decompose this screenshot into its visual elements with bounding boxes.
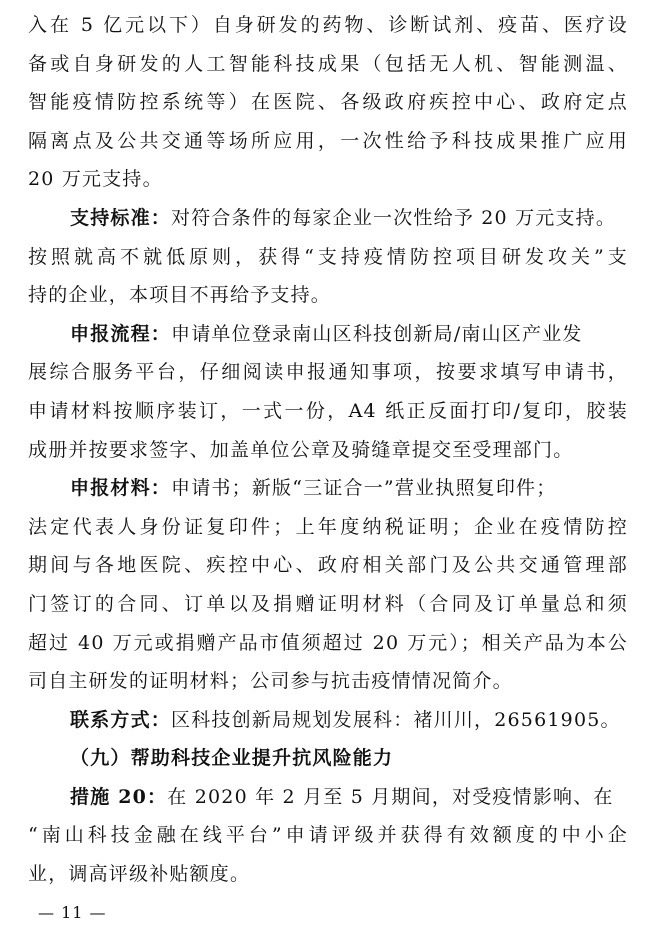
paragraph-line: 隔离点及公共交通等场所应用，一次性给予科技成果推广应用 bbox=[28, 129, 628, 152]
paragraph-line: 按照就高不就低原则，获得“支持疫情防控项目研发攻关”支 bbox=[28, 245, 628, 268]
paragraph-line: 超过 40 万元或捐赠产品市值须超过 20 万元）；相关产品为本公 bbox=[28, 631, 628, 654]
contact-line bbox=[28, 701, 628, 740]
document-body bbox=[28, 6, 628, 894]
application-materials-label: 申报材料： bbox=[70, 477, 172, 500]
paragraph-line: 成册并按要求签字、加盖单位公章及骑缝章提交至受理部门。 bbox=[28, 438, 574, 461]
application-process-line bbox=[28, 315, 628, 354]
paragraph-line: 门签订的合同、订单以及捐赠证明材料（合同及订单量总和须 bbox=[28, 592, 628, 615]
application-process-label: 申报流程： bbox=[70, 322, 172, 345]
paragraph-line: 智能疫情防控系统等）在医院、各级政府疾控中心、政府定点 bbox=[28, 91, 628, 114]
measure-20-label: 措施 20： bbox=[70, 785, 168, 808]
support-standard-label: 支持标准： bbox=[70, 206, 172, 229]
paragraph-line: “南山科技金融在线平台”申请评级并获得有效额度的中小企 bbox=[28, 824, 628, 847]
support-standard-text: 对符合条件的每家企业一次性给予 20 万元支持。 bbox=[171, 206, 617, 229]
paragraph-line: 申请材料按顺序装订，一式一份，A4 纸正反面打印/复印，胶装 bbox=[28, 399, 628, 422]
paragraph-line: 司自主研发的证明材料；公司参与抗击疫情情况简介。 bbox=[28, 670, 513, 693]
contact-text: 区科技创新局规划发展科：褚川川，26561905。 bbox=[171, 708, 621, 731]
paragraph-line: 入在 5 亿元以下）自身研发的药物、诊断试剂、疫苗、医疗设 bbox=[28, 14, 628, 36]
paragraph-line: 期间与各地医院、疾控中心、政府相关部门及公共交通管理部 bbox=[28, 554, 628, 577]
paragraph-line: 备或自身研发的人工智能科技成果（包括无人机、智能测温、 bbox=[28, 52, 628, 75]
paragraph-line: 持的企业，本项目不再给予支持。 bbox=[28, 284, 332, 307]
measure-20-text: 在 2020 年 2 月至 5 月期间，对受疫情影响、在 bbox=[167, 785, 614, 808]
application-materials-text: 申请书；新版“三证合一”营业执照复印件； bbox=[171, 477, 557, 500]
paragraph-line: 展综合服务平台，仔细阅读申报通知事项，按要求填写申请书， bbox=[28, 361, 628, 384]
section-heading: （九）帮助科技企业提升抗风险能力 bbox=[70, 747, 394, 770]
support-standard-line bbox=[28, 199, 628, 238]
measure-20-line bbox=[28, 778, 628, 817]
contact-label: 联系方式： bbox=[70, 708, 172, 731]
application-materials-line bbox=[28, 469, 628, 508]
page-number: — 11 — bbox=[38, 903, 107, 922]
application-process-text: 申请单位登录南山区科技创新局/南山区产业发 bbox=[171, 322, 583, 345]
paragraph-line: 法定代表人身份证复印件；上年度纳税证明；企业在疫情防控 bbox=[28, 515, 628, 538]
paragraph-line: 20 万元支持。 bbox=[28, 168, 163, 191]
paragraph-line: 业，调高评级补贴额度。 bbox=[28, 863, 251, 886]
